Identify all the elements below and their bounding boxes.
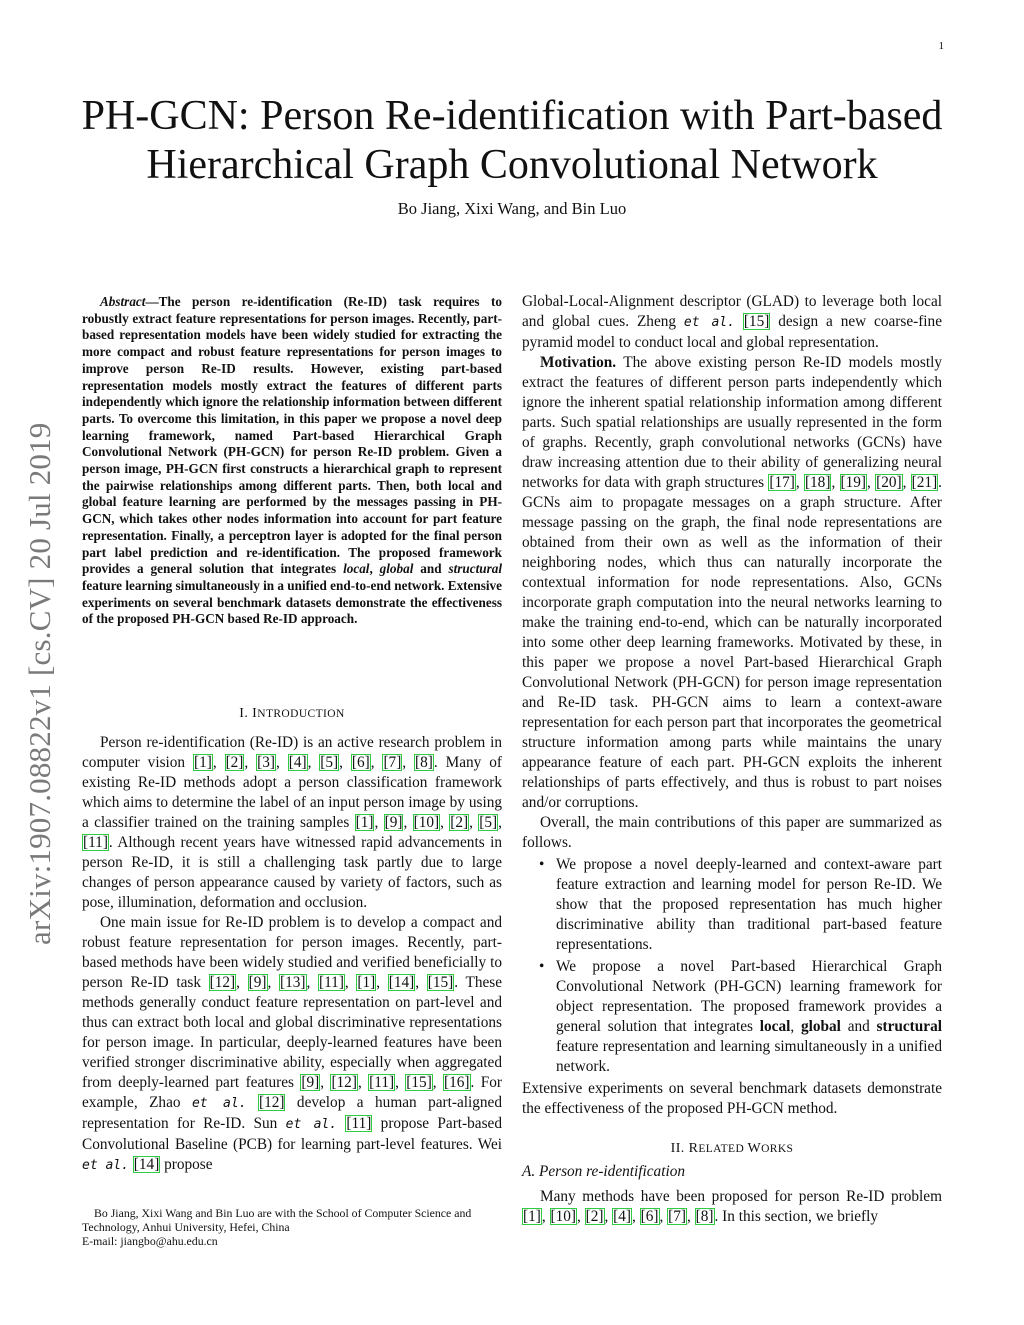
abstract-label: Abstract (100, 294, 146, 309)
et-al: et al. (683, 315, 735, 330)
text: propose (160, 1156, 213, 1173)
citation-link[interactable]: [11] (369, 1074, 395, 1091)
text: . These methods generally conduct feature representation on part-level and thus can extract both local and global discriminative representations for person image. In particular, deeply-learned features have been verified stronger discriminative ability, especially when aggregated from deeply-learned part features (82, 974, 503, 1091)
section-number: II. (670, 1141, 689, 1156)
text: develop a human part-aligned representation for Re-ID. Sun (82, 1094, 502, 1132)
section-heading-initial: R (688, 1141, 699, 1156)
keyword-global: global (800, 1018, 841, 1035)
citation-link[interactable]: [15] (743, 313, 770, 330)
citation-link[interactable]: [7] (383, 754, 402, 771)
section-heading-related-works (522, 1141, 942, 1157)
intro-paragraph-1: Person re-identification (Re-ID) is an active research problem in computer vision [1], [2], [3], [4], [5], [6], [7], [8]. Many of existing Re-ID methods adopt a person classification framework which aims to determine the label of an input person image by using a classifier trained on the training samples [1], [9], [10], [2], [5], [11]. Although recent years have witnessed rapid advancements in person Re-ID, it is still a challenging task partly due to large changes of person appearance caused by variety of factors, such as pose, illumination, deformation and occlusion. (82, 734, 502, 911)
section-heading-introduction (82, 706, 502, 722)
citation-link[interactable]: [1] (355, 814, 374, 831)
citation-link[interactable]: [21] (911, 474, 938, 491)
citation-link[interactable]: [13] (280, 974, 306, 991)
contributions-list (522, 855, 942, 1077)
section-heading-initial: W (747, 1141, 762, 1156)
abstract-keyword-global: global (379, 561, 414, 577)
right-paragraph-glad (522, 292, 942, 353)
citation-link[interactable]: [11] (346, 1115, 372, 1132)
footnote (82, 1206, 502, 1248)
citation-link[interactable]: [15] (406, 1074, 432, 1091)
citation-link[interactable]: [16] (444, 1074, 470, 1091)
citation-link[interactable]: [8] (415, 754, 433, 771)
citation-link[interactable]: [14] (388, 974, 415, 991)
text: One main issue for Re-ID problem is to develop a compact and robust feature representation for person images. Recently, part-based methods have been widely studied and verified beneficially to person Re-ID task (82, 914, 502, 991)
citation-link[interactable]: [17] (769, 474, 795, 491)
author-list: Bo Jiang, Xixi Wang, and Bin Luo (397, 199, 627, 218)
abstract-separator: , (369, 561, 380, 577)
motivation-label: Motivation. (540, 354, 617, 371)
citation-link[interactable]: [2] (450, 814, 469, 831)
citation-link[interactable]: [11] (83, 834, 108, 851)
text: Global-Local-Alignment descriptor (GLAD) to leverage both local and global cues. Zheng (522, 293, 942, 330)
abstract-separator: and (413, 561, 449, 577)
text: We propose a novel Part-based Hierarchical Graph Convolutional Network (PH-GCN) learning framework for object representation. The proposed framework provides a general solution that integrates (556, 958, 942, 1035)
intro-paragraph-2: One main issue for Re-ID problem is to develop a compact and robust feature representation for person images. Recently, part-based methods have been widely studied and verified beneficially to person Re-ID task [12], [9], [13], [11], [1], [14], [15]. These methods generally conduct feature representation on part-level and thus can extract both local and global discriminative representations for person image. In particular, deeply-learned features have been verified stronger discriminative ability, especially when aggregated from deeply-learned part features [9], [12], [11], [15], [16]. For example, Zhao et al. [12] develop a human part-aligned representation for Re-ID. Sun et al. [11] propose Part-based Convolutional Baseline (PCB) for learning part-level features. Wei et al. [14] propose (82, 914, 503, 1173)
section-heading-smallcaps: NTRODUCTION (257, 708, 345, 720)
arxiv-identifier-stamp: arXiv:1907.08822v1 [cs.CV] 20 Jul 2019 (22, 422, 57, 945)
motivation-paragraph: Motivation. The above existing person Re-ID models mostly extract the features of different person parts independently which ignore the inherent spatial relationship information among different parts. Such spatial relationships are usually represented in the form of graphs. Recently, graph convolutional networks (GCNs) have draw increasing attention due to their ability of generalizing neural networks for data with graph structures [17], [18], [19], [20], [21]. GCNs aim to propagate messages on a graph structure. After message passing on the graph, the final node representations are obtained from their own as well as the information of their neighboring nodes, which thus can naturally incorporate the contextual information for node representations. Also, GCNs incorporate graph computation into the neural networks learning to make the training end-to-end, which can be naturally incorporated into some other deep learning frameworks. Motivated by these, in this paper we propose a novel Part-based Hierarchical Graph Convolutional Network (PH-GCN) for person image representation and Re-ID task. PH-GCN aims to learn a context-aware representation for each person part that incorporates the geometrical structure information among parts while maintains the unary appearance feature of each part. PH-GCN exploits the inherent relationships of parts effectively, and thus is robust to part noises and/or corruptions. (522, 354, 942, 811)
text: . Many of existing Re-ID methods adopt a person classification framework which aims to determine the label of an input person image by using a classifier trained on the training samples (82, 754, 502, 831)
page-number: 1 (938, 40, 944, 52)
citation-link[interactable]: [2] (585, 1208, 604, 1225)
citation-link[interactable]: [18] (804, 474, 831, 491)
footnote-affiliation: Bo Jiang, Xixi Wang and Bin Luo are with the School of Computer Science and Technology, Anhui University, Hefei, China (82, 1206, 472, 1234)
abstract-keyword-local: local (343, 561, 370, 577)
abstract (82, 294, 502, 628)
extensive-experiments-paragraph: Extensive experiments on several benchmark datasets demonstrate the effectiveness of the proposed PH-GCN method. (522, 1080, 942, 1117)
abstract-text: —The person re-identification (Re-ID) task requires to robustly extract feature representations for person images. Recently, part-based representation models have been widely studied for extracting the more compact and robust feature representations for person images to improve person Re-ID results. However, existing part-based representation models mostly extract the features of different parts independently which ignore the relationship information between different parts. To overcome this limitation, in this paper we propose a novel deep learning framework, named Part-based Hierarchical Graph Convolutional Network (PH-GCN) for person Re-ID problem. Given a person image, PH-GCN first constructs a hierarchical graph to represent the pairwise relationships among different parts. Then, both local and global feature learning are performed by the messages passing in PH-GCN, which takes other nodes information into account for part feature representation. Finally, a perceptron layer is adopted for the final person part label prediction and re-identification. The proposed framework provides a general solution that integrates (82, 294, 502, 577)
citation-link[interactable]: [1] (193, 754, 212, 771)
citation-link[interactable]: [8] (695, 1208, 714, 1225)
citation-link[interactable]: [14] (133, 1156, 160, 1173)
citation-link[interactable]: [9] (384, 814, 403, 831)
citation-link[interactable]: [3] (257, 754, 275, 771)
citation-link[interactable]: [9] (301, 1074, 320, 1091)
et-al: et al. (285, 1117, 338, 1132)
text: feature representation and learning simultaneously in a unified network. (556, 1038, 942, 1075)
citation-link[interactable]: [1] (357, 974, 376, 991)
citation-link[interactable]: [7] (668, 1208, 686, 1225)
text: Many methods have been proposed for person Re-ID problem (540, 1188, 942, 1205)
citation-link[interactable]: [20] (876, 474, 902, 491)
text: propose Part-based Convolutional Baseline (PCB) for learning part-level features. Wei (82, 1115, 502, 1153)
et-al: et al. (191, 1096, 247, 1111)
contribution-item: • We propose a novel deeply-learned and context-aware part feature extraction and learning model for person Re-ID. We show that the proposed representation has much higher discriminative ability than traditional part-based feature representations. (556, 855, 942, 955)
text: . Although recent years have witnessed rapid advancements in person Re-ID, it is still a challenging task partly due to large changes of person appearance caused by variety of factors, such as pose, illumination, deformation and occlusion. (82, 834, 502, 911)
text: and (840, 1018, 877, 1035)
footnote-email: E-mail: jiangbo@ahu.edu.cn (82, 1234, 218, 1248)
keyword-structural: structural (876, 1018, 942, 1035)
right-column (522, 292, 942, 1227)
citation-link[interactable]: [4] (613, 1208, 631, 1225)
subsection-heading-person-reid: A. Person re-identification (522, 1163, 685, 1180)
citation-link[interactable]: [6] (351, 754, 370, 771)
citation-link[interactable]: [10] (550, 1208, 576, 1225)
citation-link[interactable]: [15] (427, 974, 454, 991)
citation-link[interactable]: [5] (479, 814, 498, 831)
paper-title-line-1: PH-GCN: Person Re-identification with Part-based (81, 93, 943, 139)
citation-link[interactable]: [6] (640, 1208, 659, 1225)
abstract-keyword-structural: structural (448, 561, 502, 577)
citation-link[interactable]: [2] (225, 754, 244, 771)
et-al: et al. (82, 1158, 129, 1173)
citation-link[interactable]: [10] (413, 814, 440, 831)
left-column (82, 706, 502, 1176)
contribution-item (556, 957, 942, 1077)
citation-link[interactable]: [12] (209, 974, 236, 991)
abstract-text-tail: feature learning simultaneously in a unified end-to-end network. Extensive experiments on several benchmark datasets demonstrate the effectiveness of the proposed PH-GCN based Re-ID approach. (82, 577, 502, 627)
related-works-paragraph: Many methods have been proposed for person Re-ID problem [1], [10], [2], [4], [6], [7], [8]. In this section, we briefly (523, 1188, 942, 1225)
citation-link[interactable]: [5] (320, 754, 339, 771)
keyword-local: local (759, 1018, 791, 1035)
text: design a new coarse-fine pyramid model to conduct local and global representation. (522, 313, 942, 351)
section-number: I. (239, 706, 253, 721)
citation-link[interactable]: [19] (840, 474, 867, 491)
text: The above existing person Re-ID models mostly extract the features of different person parts independently which ignore the inherent spatial relationship information among different parts. Such spatial relationships are usually represented in the form of graphs. Recently, graph convolutional networks (GCNs) have draw increasing attention due to their ability of generalizing neural networks for data with graph structures (522, 354, 942, 491)
text: . For example, Zhao (82, 1074, 502, 1111)
text: Person re-identification (Re-ID) is an active research problem in computer vision (82, 734, 502, 771)
contributions-intro: Overall, the main contributions of this paper are summarized as follows. (522, 814, 942, 851)
text: . In this section, we briefly (714, 1208, 879, 1225)
paper-title (0, 92, 1024, 190)
citation-link[interactable]: [1] (523, 1208, 541, 1225)
section-heading-initial: I (252, 706, 258, 721)
citation-link[interactable]: [9] (248, 974, 267, 991)
citation-link[interactable]: [12] (331, 1074, 357, 1091)
section-heading-smallcaps: ORKS (761, 1143, 794, 1155)
section-heading-smallcaps: ELATED (698, 1143, 748, 1155)
citation-link[interactable]: [4] (288, 754, 307, 771)
text: . GCNs aim to propagate messages on a graph structure. After message passing on the graph, the final node representations are obtained from their own as well as the information of their neighboring nodes, which thus can naturally incorporate the contextual information for node representations. Also, GCNs incorporate graph computation into the neural networks learning to make the training end-to-end, which can be naturally incorporated into some other deep learning frameworks. Motivated by these, in this paper we propose a novel Part-based Hierarchical Graph Convolutional Network (PH-GCN) for person image representation and Re-ID task. PH-GCN aims to learn a context-aware representation for each person part that incorporates the geometrical structure information among parts while maintains the unary appearance feature of each part. PH-GCN exploits the inherent relationships of parts effectively, and thus is robust to part noises and/or corruptions. (522, 474, 942, 811)
text: , (790, 1018, 801, 1035)
citation-link[interactable]: [11] (319, 974, 344, 991)
citation-link[interactable]: [12] (258, 1094, 285, 1111)
paper-title-line-2: Hierarchical Graph Convolutional Network (146, 142, 878, 188)
